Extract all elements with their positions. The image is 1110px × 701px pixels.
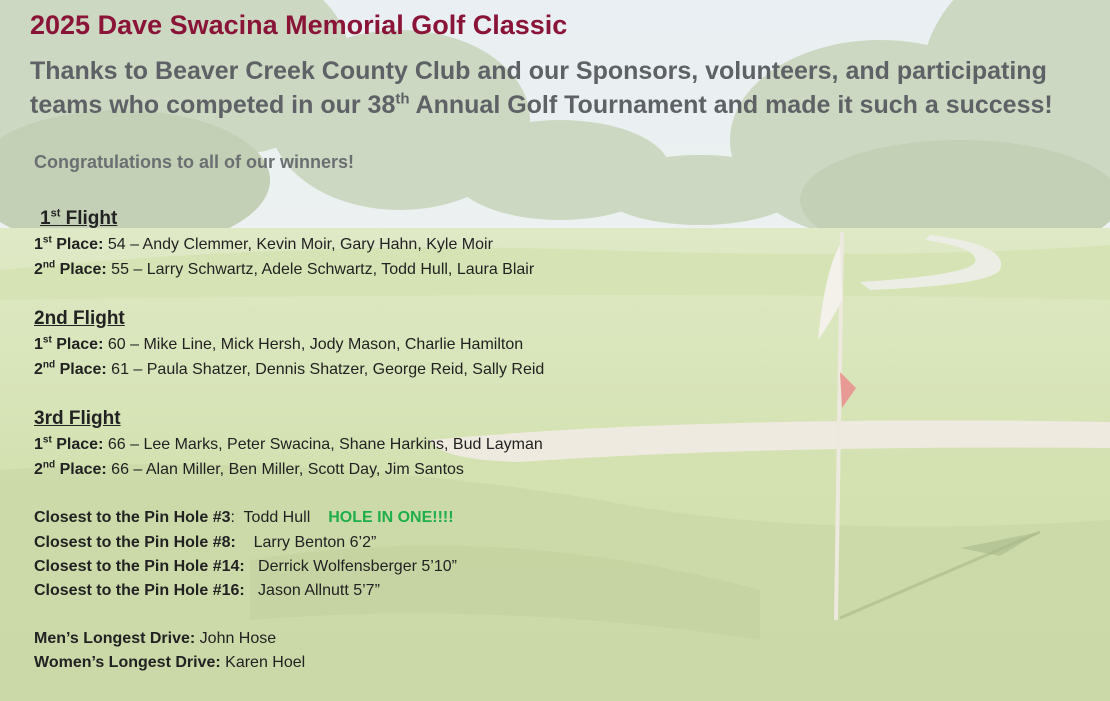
ordinal-suffix: th bbox=[395, 90, 410, 108]
place-number: 1 bbox=[34, 336, 43, 353]
closest-winner: Todd Hull bbox=[234, 509, 311, 526]
page-title: 2025 Dave Swacina Memorial Golf Classic bbox=[30, 10, 568, 40]
place-label: Place: bbox=[55, 361, 107, 378]
flight-1-place-1 bbox=[34, 236, 493, 254]
closest-pin-hole-16 bbox=[34, 582, 380, 600]
flight-word: Flight bbox=[60, 208, 118, 229]
place-number: 2 bbox=[34, 361, 43, 378]
closest-pin-hole-8 bbox=[34, 534, 376, 552]
place-result: 61 – Paula Shatzer, Dennis Shatzer, George Reid, Sally Reid bbox=[106, 361, 545, 378]
drive-label: Women’s Longest Drive: bbox=[34, 654, 221, 671]
place-result: 66 – Alan Miller, Ben Miller, Scott Day, Jim Santos bbox=[106, 461, 464, 478]
ordinal-suffix: st bbox=[42, 234, 52, 246]
flight-heading-2: 2nd Flight bbox=[34, 308, 125, 329]
closest-winner: Derrick Wolfensberger 5’10” bbox=[244, 558, 457, 575]
place-number: 2 bbox=[34, 261, 43, 278]
closest-label: Closest to the Pin Hole #16: bbox=[34, 582, 245, 599]
closest-label: Closest to the Pin Hole #3 bbox=[34, 509, 231, 526]
ordinal-suffix: st bbox=[42, 334, 52, 346]
flight-3-place-2 bbox=[34, 461, 464, 479]
closest-colon: : bbox=[230, 509, 235, 526]
flight-heading-3: 3rd Flight bbox=[34, 408, 121, 429]
ordinal-suffix: nd bbox=[42, 359, 56, 371]
closest-winner: Larry Benton 6’2” bbox=[235, 534, 377, 551]
place-result: 66 – Lee Marks, Peter Swacina, Shane Harkins, Bud Layman bbox=[103, 436, 543, 453]
flight-3-place-1 bbox=[34, 436, 543, 454]
ordinal-suffix: nd bbox=[42, 259, 56, 271]
place-result: 60 – Mike Line, Mick Hersh, Jody Mason, Charlie Hamilton bbox=[103, 336, 524, 353]
flight-2-place-1 bbox=[34, 336, 523, 354]
ordinal-suffix: nd bbox=[42, 459, 56, 471]
place-label: Place: bbox=[51, 336, 104, 353]
closest-winner: Jason Allnutt 5’7” bbox=[244, 582, 380, 599]
closest-pin-hole-14 bbox=[34, 558, 457, 576]
thanks-line-1: Thanks to Beaver Creek County Club and our Sponsors, volunteers, and participating bbox=[30, 57, 1047, 85]
place-result: 55 – Larry Schwartz, Adele Schwartz, Todd Hull, Laura Blair bbox=[106, 261, 535, 278]
place-label: Place: bbox=[51, 236, 104, 253]
womens-longest-drive bbox=[34, 654, 305, 672]
drive-winner: Karen Hoel bbox=[220, 654, 306, 671]
drive-label: Men’s Longest Drive: bbox=[34, 630, 196, 647]
place-label: Place: bbox=[51, 436, 104, 453]
mens-longest-drive bbox=[34, 630, 276, 648]
thanks-line-2-pre: teams who competed in our 38 bbox=[30, 91, 396, 119]
place-number: 1 bbox=[34, 236, 43, 253]
hole-in-one-badge: HOLE IN ONE!!!! bbox=[328, 509, 454, 526]
closest-label: Closest to the Pin Hole #14: bbox=[34, 558, 245, 575]
place-result: 54 – Andy Clemmer, Kevin Moir, Gary Hahn, Kyle Moir bbox=[103, 236, 493, 253]
flight-2-place-2 bbox=[34, 361, 544, 379]
thanks-message bbox=[30, 54, 1053, 122]
closest-label: Closest to the Pin Hole #8: bbox=[34, 534, 236, 551]
closest-pin-hole-3 bbox=[34, 509, 454, 527]
place-number: 1 bbox=[34, 436, 43, 453]
thanks-line-2-post: Annual Golf Tournament and made it such a success! bbox=[409, 91, 1053, 119]
ordinal-suffix: st bbox=[42, 434, 52, 446]
place-number: 2 bbox=[34, 461, 43, 478]
flight-1-place-2 bbox=[34, 261, 534, 279]
drive-winner: John Hose bbox=[195, 630, 277, 647]
flight-heading-1 bbox=[40, 208, 117, 230]
place-label: Place: bbox=[55, 261, 107, 278]
congrats-text: Congratulations to all of our winners! bbox=[34, 152, 355, 172]
flight-number: 1 bbox=[40, 208, 51, 229]
ordinal-suffix: st bbox=[50, 207, 61, 220]
place-label: Place: bbox=[55, 461, 107, 478]
